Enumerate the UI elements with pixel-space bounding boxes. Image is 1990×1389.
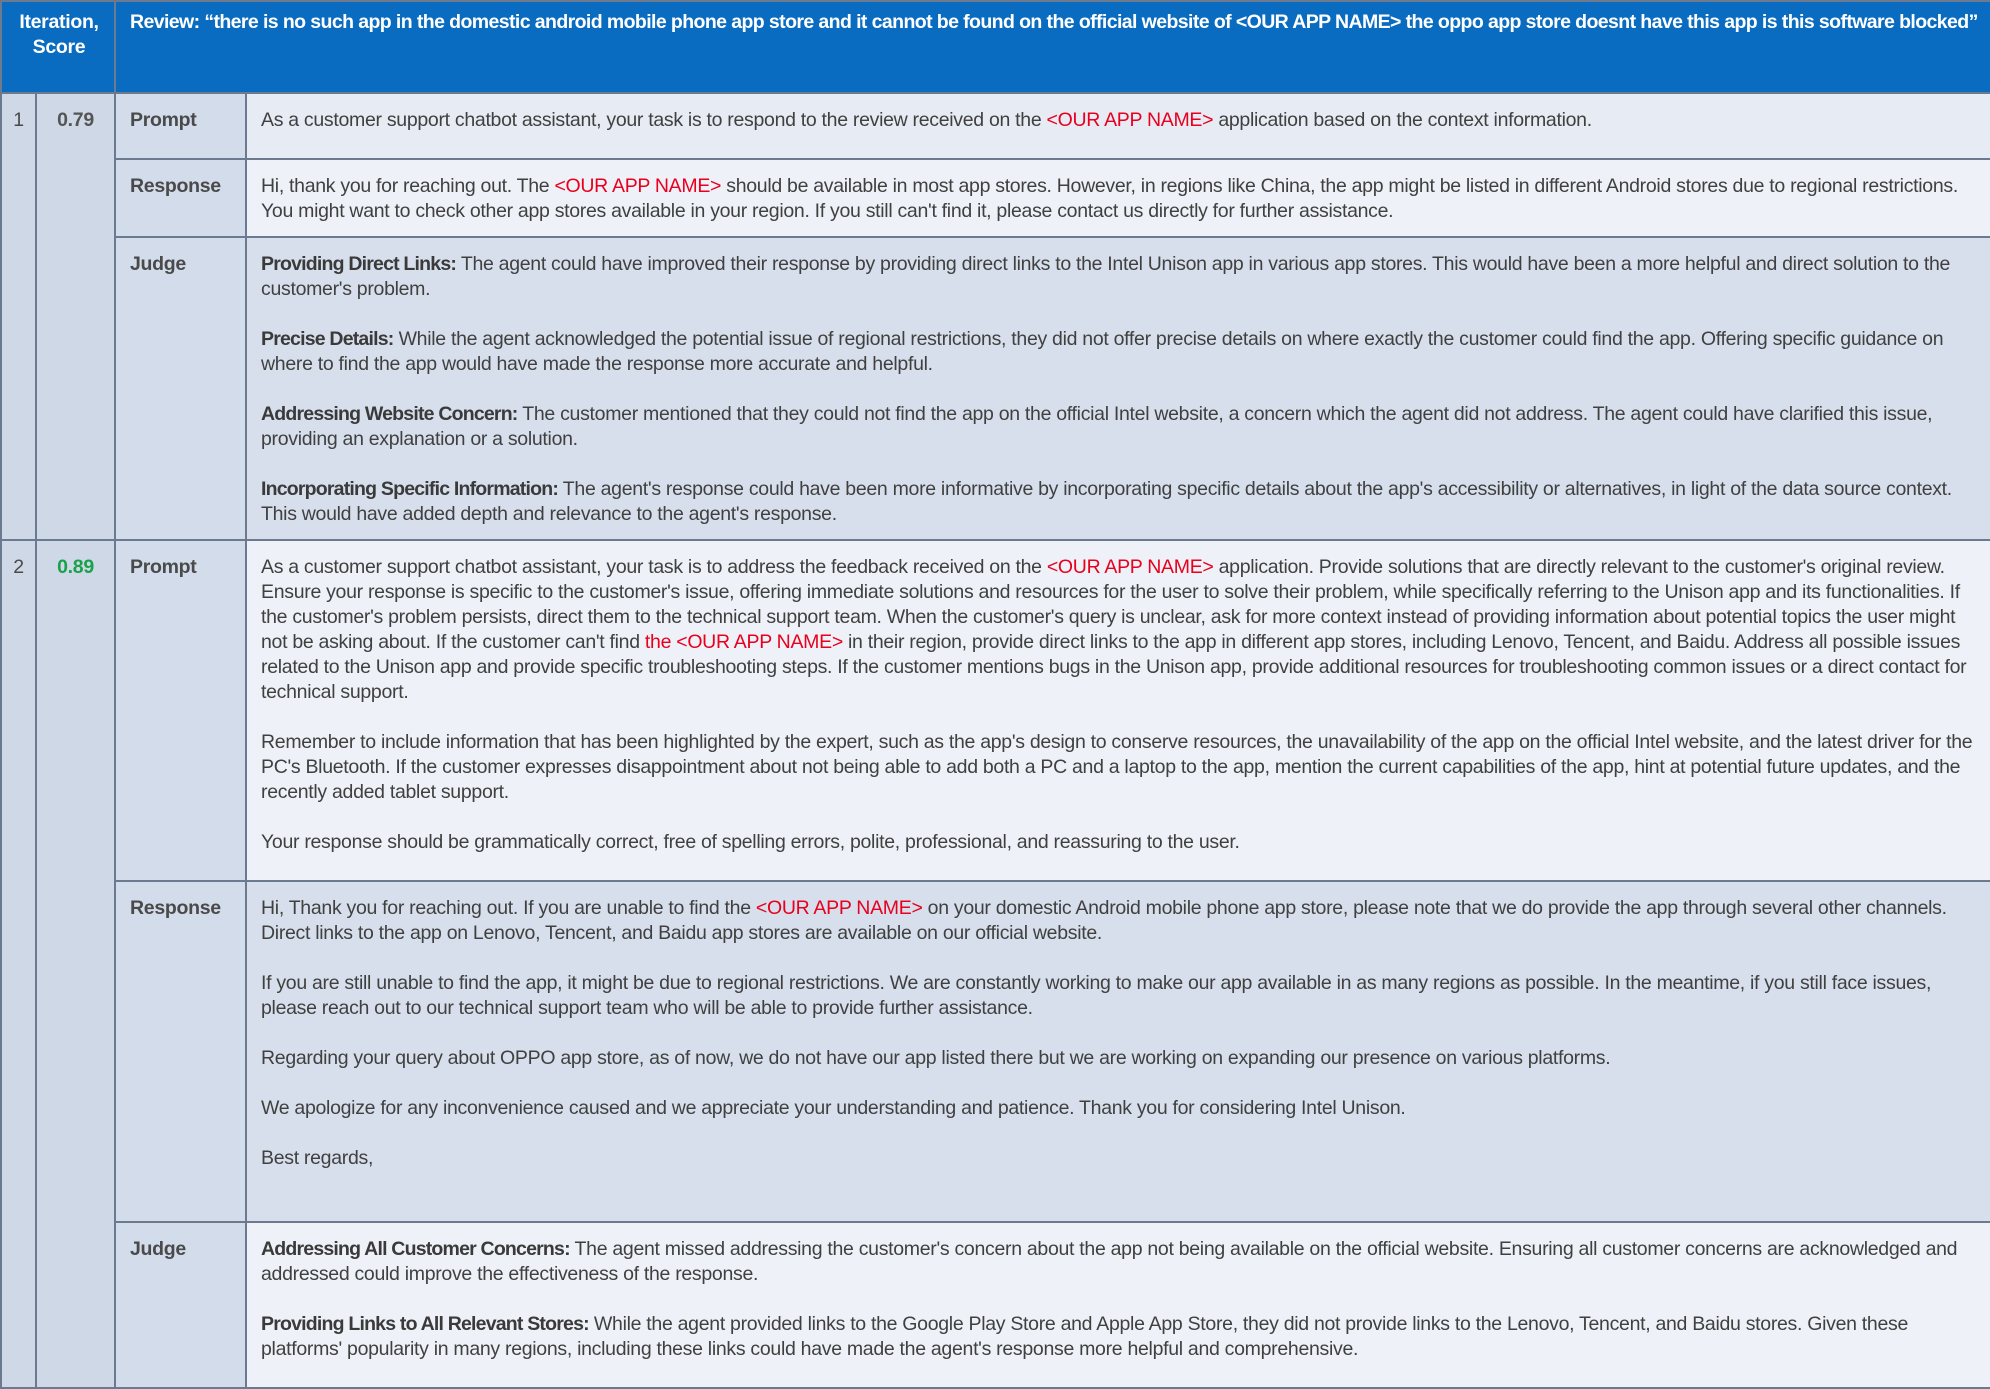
judge-text (246, 1222, 1990, 1388)
table-row (1, 237, 1990, 540)
row-label-judge: Judge (115, 1222, 246, 1388)
judge-point: Addressing Website Concern: The customer mentioned that they could not find the app on the official Intel website, a concern which the agent did not address. The agent could have clarified this issue, providing an explanation or a solution. (261, 403, 1933, 450)
row-label-response: Response (115, 881, 246, 1222)
table-row (1, 1222, 1990, 1388)
row-label-response: Response (115, 159, 246, 237)
review-prefix: Review: (130, 11, 200, 33)
app-name-highlight: <OUR APP NAME> (554, 175, 722, 197)
app-name-highlight: <OUR APP NAME> (1046, 556, 1214, 578)
prompt-text: As a customer support chatbot assistant, your task is to address the feedback received on the <OUR APP NAME> application. Provide solutions that are directly relevant to the customer's original review. Ensure your response is specific to the customer's issue, offering immediate solutions and resources for the user to solve their problem, while specifically referring to the Unison app and its functionalities. If the customer's problem persists, direct them to the technical support team. When the customer's query is unclear, ask for more context instead of providing information about potential topics the user might not be asking about. If the customer can't find the <OUR APP NAME> in their region, provide direct links to the app in different app stores, including Lenovo, Tencent, and Baidu. Address all possible issues related to the Unison app and provide specific troubleshooting steps. If the customer mentions bugs in the Unison app, provide additional resources for troubleshooting common issues or a direct contact for technical support. Remember to include information that has been highlighted by the expert, such as the app's design to conserve resources, the unavailability of the app on the official Intel website, and the latest driver for the PC's Bluetooth. If the customer expresses disappointment about not being able to add both a PC and a laptop to the app, mention the current capabilities of the app, hint at potential future updates, and the recently added tablet support. Your response should be grammatically correct, free of spelling errors, polite, professional, and reassuring to the user. (246, 540, 1990, 881)
review-text: “there is no such app in the domestic android mobile phone app store and it cannot be found on the official website of <OUR APP NAME> the oppo app store doesnt have this app is this software blocked” (204, 11, 1978, 33)
table-row (1, 159, 1990, 237)
table-header-row (1, 1, 1990, 93)
judge-point: Providing Direct Links: The agent could have improved their response by providing direct links to the Intel Unison app in various app stores. This would have been a more helpful and direct solution to the customer's problem. (261, 253, 1951, 300)
app-name-highlight: the <OUR APP NAME> (644, 631, 843, 653)
app-name-highlight: <OUR APP NAME> (755, 897, 923, 919)
table-row (1, 881, 1990, 1222)
row-label-prompt: Prompt (115, 540, 246, 881)
iteration-number: 1 (1, 93, 36, 540)
app-name-highlight: <OUR APP NAME> (1046, 109, 1214, 131)
table-row (1, 93, 1990, 159)
row-label-judge: Judge (115, 237, 246, 540)
judge-point: Incorporating Specific Information: The agent's response could have been more informative by incorporating specific details about the app's accessibility or alternatives, in light of the data source context. This would have added depth and relevance to the agent's response. (261, 478, 1952, 525)
judge-point: Precise Details: While the agent acknowledged the potential issue of regional restrictions, they did not offer precise details on where exactly the customer could find the app. Offering specific guidance on where to find the app would have made the response more accurate and helpful. (261, 328, 1944, 375)
prompt-text: As a customer support chatbot assistant, your task is to respond to the review received on the <OUR APP NAME> application based on the context information. (246, 93, 1990, 159)
iteration-score: 0.79 (36, 93, 115, 540)
review-header (115, 1, 1990, 93)
judge-text (246, 237, 1990, 540)
response-text: Hi, Thank you for reaching out. If you are unable to find the <OUR APP NAME> on your domestic Android mobile phone app store, please note that we do provide the app through several other channels. Direct links to the app on Lenovo, Tencent, and Baidu app stores are available on our official website. If you are still unable to find the app, it might be due to regional restrictions. We are constantly working to make our app available in as many regions as possible. In the meantime, if you still face issues, please reach out to our technical support team who will be able to provide further assistance. Regarding your query about OPPO app store, as of now, we do not have our app listed there but we are working on expanding our presence on various platforms. We apologize for any inconvenience caused and we appreciate your understanding and patience. Thank you for considering Intel Unison. Best regards, (246, 881, 1990, 1222)
response-text: Hi, thank you for reaching out. The <OUR APP NAME> should be available in most app stores. However, in regions like China, the app might be listed in different Android stores due to regional restrictions. You might want to check other app stores available in your region. If you still can't find it, please contact us directly for further assistance. (246, 159, 1990, 237)
judge-point: Providing Links to All Relevant Stores: While the agent provided links to the Google Play Store and Apple App Store, they did not provide links to the Lenovo, Tencent, and Baidu stores. Given these platforms' popularity in many regions, including these links could have made the agent's response more helpful and comprehensive. (261, 1313, 1909, 1360)
judge-point: Addressing All Customer Concerns: The agent missed addressing the customer's concern about the app not being available on the official website. Ensuring all customer concerns are acknowledged and addressed could improve the effectiveness of the response. (261, 1238, 1958, 1285)
iteration-score-header: Iteration, Score (1, 1, 115, 93)
iteration-score: 0.89 (36, 540, 115, 1388)
row-label-prompt: Prompt (115, 93, 246, 159)
table-row (1, 540, 1990, 881)
iteration-number: 2 (1, 540, 36, 1388)
